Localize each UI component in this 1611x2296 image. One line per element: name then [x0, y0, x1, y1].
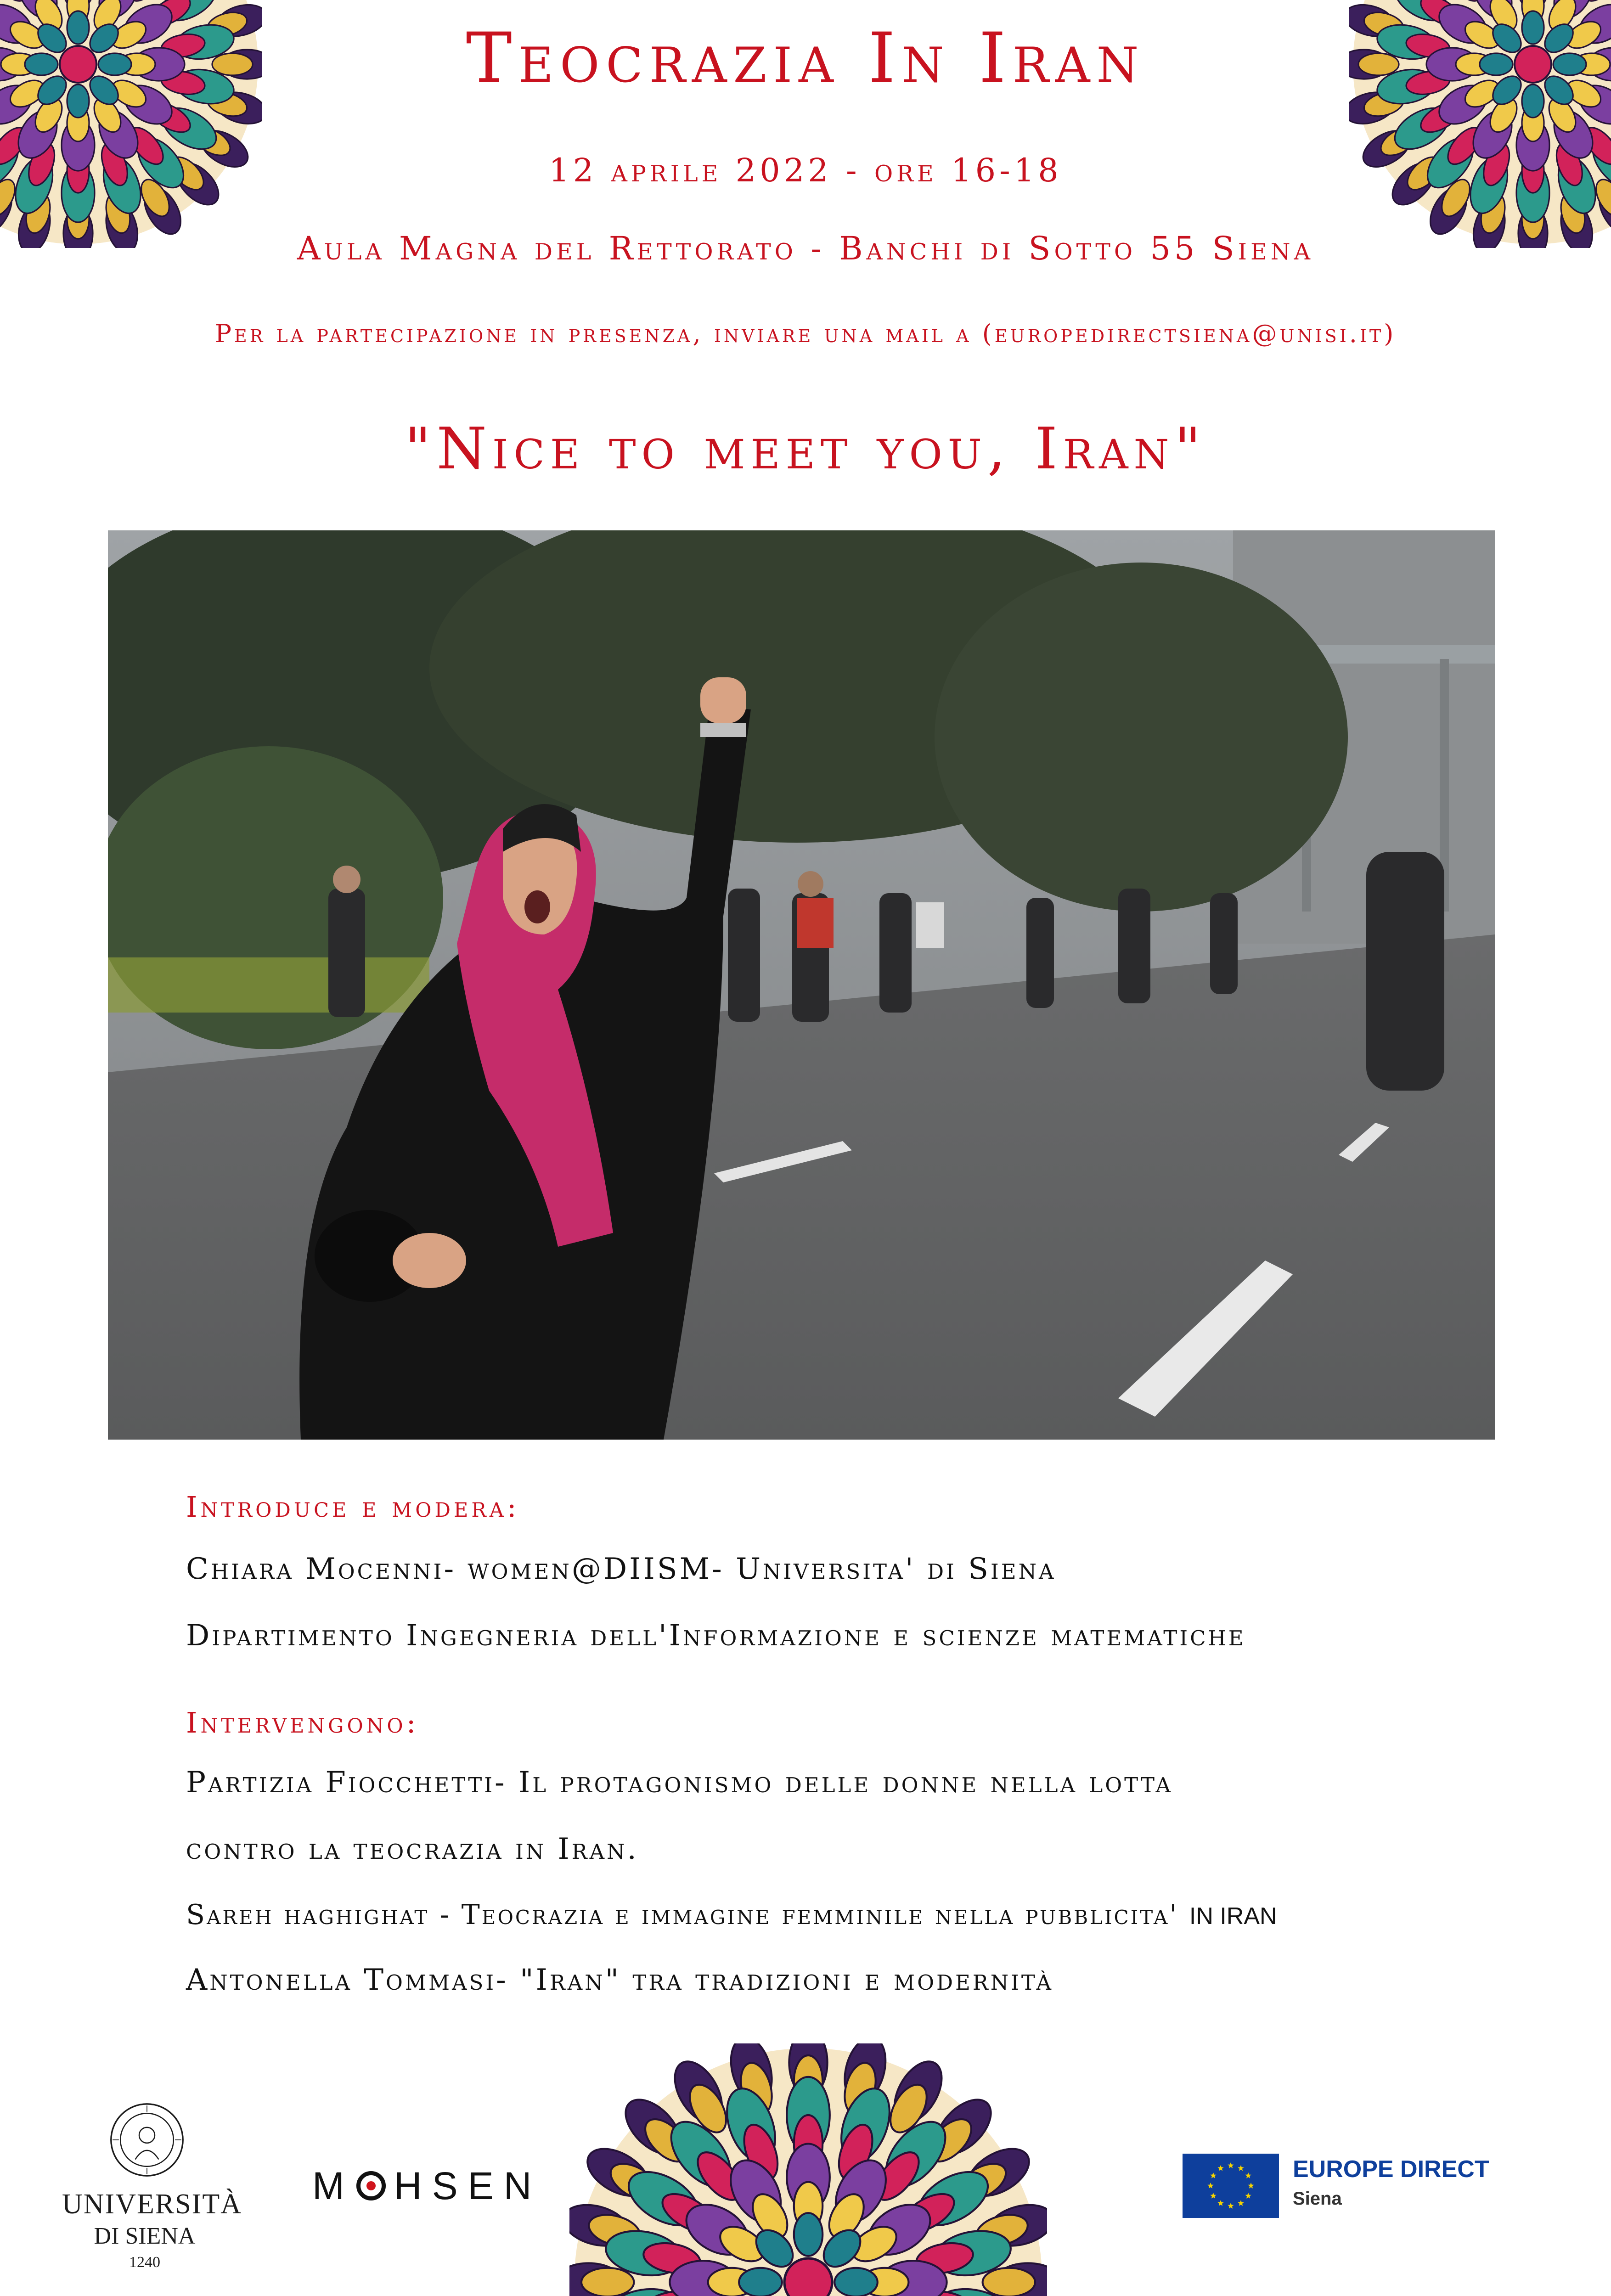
- moderator-name: Chiara Mocenni- women@DIISM- Universita' di Siena: [186, 1552, 1056, 1586]
- mohsen-o-icon: [356, 2171, 386, 2200]
- event-date: 12 aprile 2022 - ore 16-18: [549, 152, 1062, 189]
- protest-photo: [108, 530, 1495, 1440]
- speaker-2-tail: IN IRAN: [1189, 1903, 1277, 1930]
- speaker-2: [186, 1899, 1277, 1931]
- speaker-1-line-1: Partizia Fiocchetti- Il protagonismo delle donne nella lotta: [186, 1766, 1173, 1800]
- europe-direct-title: EUROPE DIRECT: [1293, 2156, 1489, 2183]
- event-title: Teocrazia In Iran: [466, 18, 1145, 98]
- eu-flag-icon: [1183, 2154, 1279, 2218]
- speaker-2-main: Sareh haghighat - Teocrazia e immagine femminile nella pubblicita': [186, 1899, 1189, 1931]
- moderator-department: Dipartimento Ingegneria dell'Informazione e scienze matematiche: [186, 1619, 1246, 1653]
- event-subtitle: "Nice to meet you, Iran": [404, 416, 1207, 482]
- event-venue: Aula Magna del Rettorato - Banchi di Sotto 55 Siena: [297, 230, 1314, 267]
- mohsen-rest: HSEN: [394, 2164, 542, 2207]
- university-year: 1240: [129, 2254, 160, 2271]
- university-of-siena-logo: [62, 2101, 242, 2275]
- europe-direct-city: Siena: [1293, 2189, 1342, 2209]
- speakers-label: Intervengono:: [186, 1706, 419, 1739]
- moderator-label: Introduce e modera:: [186, 1490, 520, 1524]
- europe-direct-logo: [1183, 2154, 1495, 2223]
- registration-note: Per la partecipazione in presenza, inviare una mail a (europedirectsiena@unisi.it): [214, 319, 1397, 348]
- mohsen-logo: [312, 2165, 541, 2206]
- university-city: DI SIENA: [94, 2223, 196, 2249]
- university-name: UNIVERSITÀ: [62, 2189, 242, 2220]
- university-seal-icon: [108, 2101, 186, 2179]
- mandala-ornament-bottom: [569, 2043, 1047, 2296]
- mohsen-m: M: [312, 2164, 355, 2207]
- speaker-3: Antonella Tommasi- "Iran" tra tradizioni e modernità: [186, 1963, 1053, 1997]
- speaker-1-line-2: contro la teocrazia in Iran.: [186, 1832, 639, 1866]
